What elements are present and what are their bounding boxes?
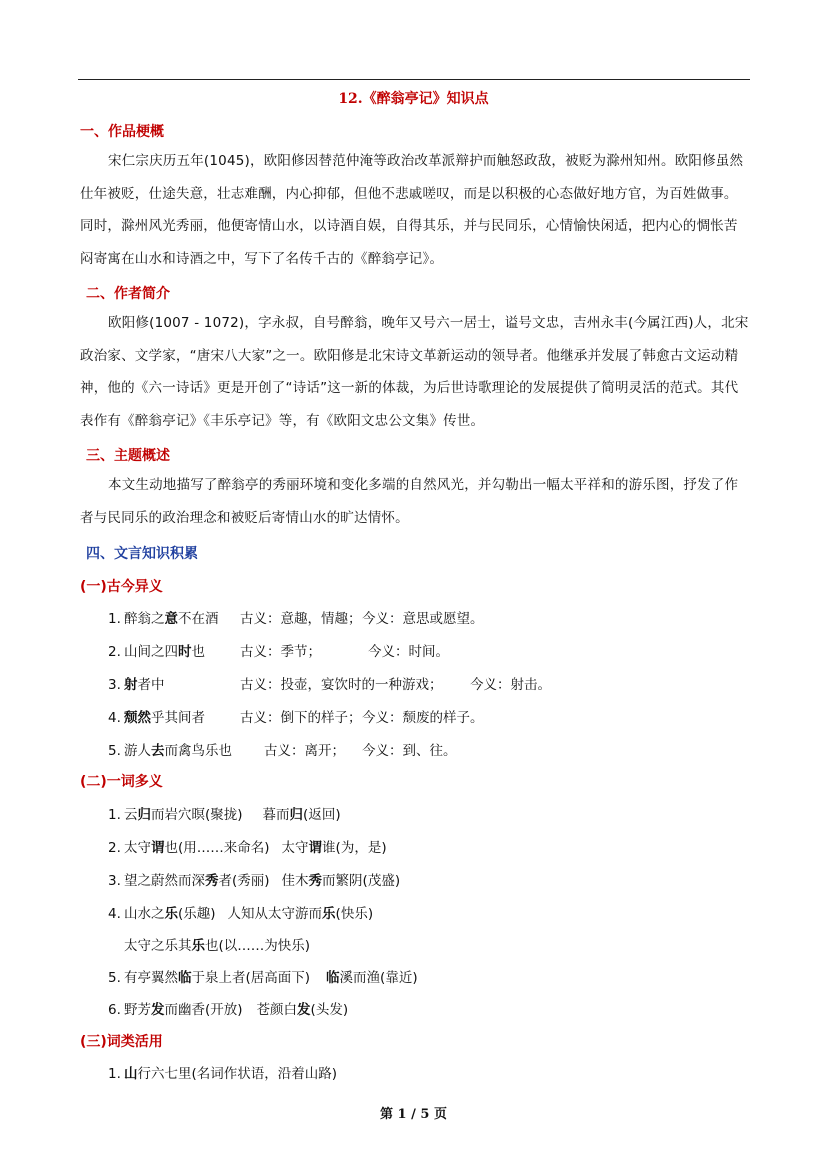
key-word: 归 — [137, 807, 151, 823]
item-text: 而禽鸟乐也 — [164, 743, 232, 759]
item-text: 者(秀丽) — [218, 873, 270, 889]
ancient-meaning: 古义：季节； — [240, 644, 321, 660]
page-footer: 第 1 / 5 页 — [380, 1107, 447, 1122]
ancient-meaning: 古义：意趣，情趣； — [240, 611, 362, 627]
item-text: 乎其间者 — [151, 710, 205, 726]
key-word: 临 — [326, 970, 340, 986]
item-text: 望之蔚然而深 — [124, 873, 205, 889]
item-text: 人知从太守游而 — [227, 906, 323, 922]
item-text: 也 — [191, 644, 205, 660]
item-number: 1. — [108, 807, 121, 823]
item-text: 野芳 — [124, 1002, 151, 1018]
key-word: 乐 — [322, 906, 336, 922]
key-word: 谓 — [308, 840, 323, 856]
key-word: 秀 — [308, 873, 323, 889]
item-text: 而岩穴暝(聚拢) — [151, 807, 243, 823]
key-word: 颓然 — [124, 710, 151, 726]
subsection-heading-word-class: (三)词类活用 — [80, 1034, 163, 1050]
item-text: 也(以……为快乐) — [205, 938, 311, 954]
item-text: 不在酒 — [178, 611, 219, 627]
list-item — [108, 706, 205, 726]
item-text: 者中 — [137, 677, 165, 693]
ancient-meaning: 古义：离开； — [264, 743, 345, 759]
subsection-heading-polysemy: (二)一词多义 — [80, 774, 163, 790]
theme-paragraph: 本文生动地描写了醉翁亭的秀丽环境和变化多端的自然风光，并勾勒出一幅太平祥和的游乐图，抒发了作者与民同乐的政治理念和被贬后寄情山水的旷达情怀。 — [80, 477, 739, 526]
key-word: 发 — [151, 1002, 165, 1018]
item-text: 太守之乐其 — [124, 938, 192, 954]
list-item — [108, 902, 373, 922]
list-item — [108, 998, 348, 1018]
section-heading-summary: 一、作品梗概 — [80, 124, 164, 140]
item-number: 2. — [108, 644, 121, 660]
page-title: 12.《醉翁亭记》知识点 — [338, 91, 489, 107]
ancient-meaning: 古义：倒下的样子； — [240, 710, 362, 726]
key-word: 秀 — [205, 873, 219, 889]
key-word: 山 — [124, 1066, 138, 1082]
list-item — [108, 739, 232, 759]
item-text: 于泉上者(居高面下) — [191, 970, 311, 986]
item-text: 云 — [124, 807, 138, 823]
list-item — [108, 966, 418, 986]
item-number: 5. — [108, 743, 121, 759]
author-paragraph: 欧阳修(1007 - 1072)，字永叔，自号醉翁，晚年又号六一居士，谥号文忠，吉州永丰(今属江西)人，北宋政治家、文学家，“唐宋八大家”之一。欧阳修是北宋诗文革新运动的领导者。他继承并发展了韩愈古文运动精神，他的《六一诗话》更是开创了“诗话”这一新的体裁，为后世诗歌理论的发展提供了简明灵活的范式。其代表作有《醉翁亭记》《丰乐亭记》等，有《欧阳文忠公文集》传世。 — [80, 315, 749, 429]
list-item — [124, 934, 310, 954]
item-text: (返回) — [303, 807, 341, 823]
item-text: (头发) — [310, 1002, 349, 1018]
list-item — [108, 673, 165, 693]
item-text: 谁(为，是) — [322, 840, 387, 856]
list-item — [108, 869, 400, 889]
modern-meaning: 今义：时间。 — [368, 644, 449, 660]
modern-meaning: 今义：颓废的样子。 — [362, 710, 484, 726]
list-item — [108, 640, 205, 660]
item-text: 而幽香(开放) — [164, 1002, 243, 1018]
item-text: 山间之四 — [124, 644, 178, 660]
item-text: 苍颜白 — [256, 1002, 298, 1018]
subsection-heading-ancient-modern: (一)古今异义 — [80, 579, 163, 595]
list-item — [108, 803, 341, 823]
item-text: 暮而 — [262, 807, 290, 823]
item-text: 醉翁之 — [124, 611, 165, 627]
item-text: 也(用……来命名) — [164, 840, 270, 856]
key-word: 乐 — [164, 906, 178, 922]
item-number: 1. — [108, 1066, 121, 1082]
item-number: 3. — [108, 873, 121, 889]
list-item — [108, 836, 387, 856]
item-text: 溪而渔(靠近) — [339, 970, 418, 986]
item-text: 太守 — [281, 840, 309, 856]
item-number: 5. — [108, 970, 121, 986]
summary-paragraph: 宋仁宗庆历五年(1045)，欧阳修因替范仲淹等政治改革派辩护而触怒政敌，被贬为滁州知州。欧阳修虽然仕年被贬，仕途失意，壮志难酬，内心抑郁，但他不悲戚嗟叹，而是以积极的心态做好地方官，为百姓做事。同时，滁州风光秀丽，他便寄情山水，以诗酒自娱，自得其乐，并与民同乐，心情愉快闲适，把内心的惆怅苦闷寄寓在山水和诗酒之中，写下了名传千古的《醉翁亭记》。 — [80, 153, 744, 267]
key-word: 归 — [289, 807, 304, 823]
key-word: 意 — [164, 611, 178, 627]
item-text: 山水之 — [124, 906, 165, 922]
header-rule — [78, 79, 750, 80]
item-number: 4. — [108, 710, 121, 726]
item-text: 太守 — [124, 840, 151, 856]
section-heading-knowledge: 四、文言知识积累 — [86, 546, 198, 562]
list-item — [108, 607, 219, 627]
item-text: (乐趣) — [178, 906, 216, 922]
modern-meaning: 今义：意思或愿望。 — [362, 611, 484, 627]
item-number: 3. — [108, 677, 121, 693]
key-word: 临 — [178, 970, 192, 986]
section-heading-theme: 三、主题概述 — [86, 448, 170, 464]
item-number: 4. — [108, 906, 121, 922]
modern-meaning: 今义：到、往。 — [362, 743, 457, 759]
ancient-meaning: 古义：投壶，宴饮时的一种游戏； — [240, 677, 443, 693]
list-item — [108, 1062, 337, 1082]
item-text: 有亭翼然 — [124, 970, 178, 986]
item-text: 游人 — [124, 743, 151, 759]
item-text: (快乐) — [335, 906, 374, 922]
item-number: 1. — [108, 611, 121, 627]
modern-meaning: 今义：射击。 — [470, 677, 551, 693]
section-heading-author: 二、作者简介 — [86, 286, 170, 302]
item-number: 2. — [108, 840, 121, 856]
item-number: 6. — [108, 1002, 121, 1018]
item-text: 而繁阴(茂盛) — [322, 873, 401, 889]
item-text: 行六七里(名词作状语，沿着山路) — [137, 1066, 338, 1082]
item-text: 佳木 — [281, 873, 309, 889]
key-word: 乐 — [191, 938, 205, 954]
key-word: 谓 — [151, 840, 165, 856]
key-word: 去 — [151, 743, 165, 759]
key-word: 射 — [124, 677, 138, 693]
key-word: 发 — [297, 1002, 311, 1018]
key-word: 时 — [178, 644, 192, 660]
